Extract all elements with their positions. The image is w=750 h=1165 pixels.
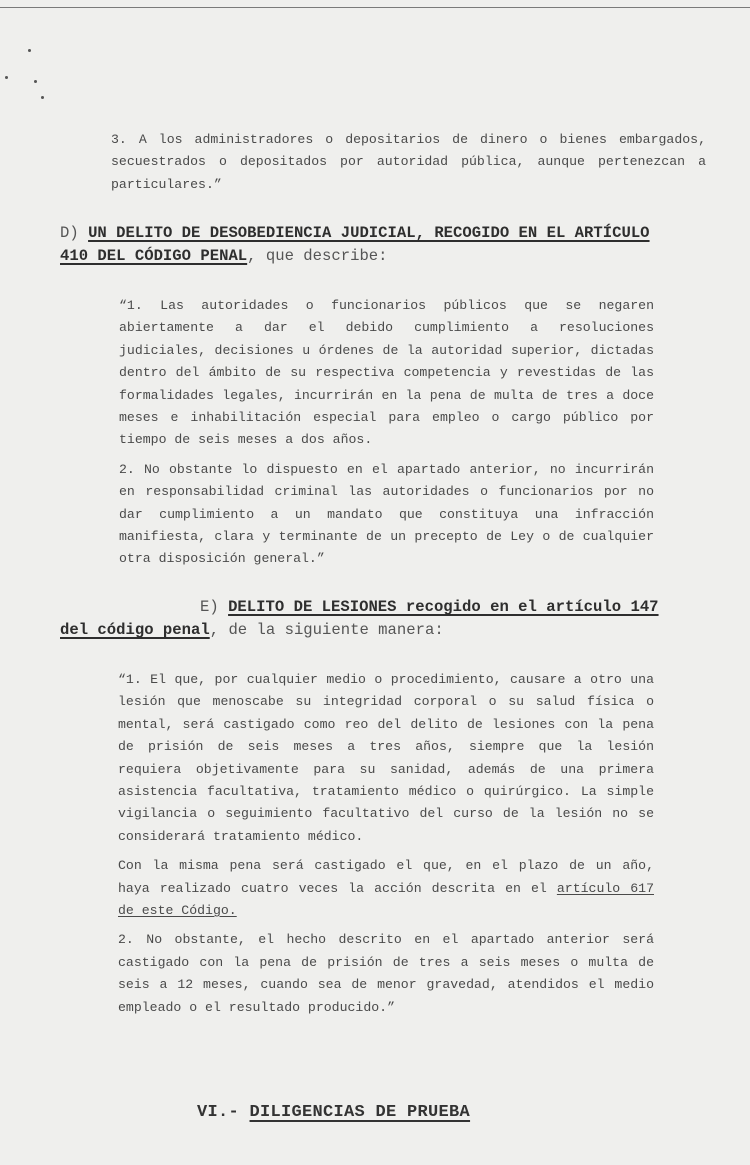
page-top-edge: [0, 7, 750, 8]
article-410-paragraph-2: 2. No obstante lo dispuesto en el apartado anterior, no incurrirán en responsabilidad criminal las autoridades o funcionarios por no dar cumplimiento a un mandato que constituya una infracción manifiesta, clara y terminante de un precepto de Ley o de cualquier otra disposición general.”: [119, 461, 654, 567]
article-147-paragraph-2-text: Con la misma pena será castigado el que, en el plazo de un año, haya realizado cuatro veces la acción descrita en el: [118, 858, 654, 896]
scan-speck: [5, 76, 8, 79]
section-d-title-line2: 410 DEL CÓDIGO PENAL: [60, 247, 248, 265]
section-e-title-line1: DELITO DE LESIONES recogido en el artículo 147: [228, 598, 659, 616]
article-147-quote: [118, 669, 654, 1019]
quote-item-3-text: 3. A los administradores o depositarios de dinero o bienes embargados, secuestrados o depositados por autoridad pública, aunque pertenezcan a particulares.”: [111, 132, 706, 192]
section-vi-number: VI.-: [197, 1103, 250, 1122]
section-d-label: D): [60, 224, 79, 242]
article-410-quote: [119, 295, 654, 571]
section-d-title-line1: UN DELITO DE DESOBEDIENCIA JUDICIAL, RECOGIDO EN EL ARTÍCULO: [88, 224, 650, 242]
article-617-reference: artículo 617 de este Código.: [118, 880, 654, 919]
article-147-paragraph-3: 2. No obstante, el hecho descrito en el apartado anterior será castigado con la pena de prisión de tres a seis meses o multa de seis a 12 meses, cuando sea de menor gravedad, atendidos el medio empleado o el resultado producido.”: [118, 932, 654, 1015]
scan-speck: [28, 49, 31, 52]
article-147-paragraph-2: [118, 855, 654, 922]
article-410-paragraph-1: “1. Las autoridades o funcionarios públicos que se negaren abiertamente a dar el debido cumplimiento a resoluciones judiciales, decisiones u órdenes de la autoridad superior, dictadas dentro del ámbito de su respectiva competencia y revestidas de las formalidades legales, incurrirán en la pena de multa de tres a doce meses e inhabilitación especial para empleo o cargo público por tiempo de seis meses a dos años.: [119, 298, 654, 448]
quote-item-3: [111, 129, 706, 196]
section-d-heading: [60, 222, 705, 268]
scan-speck: [41, 96, 44, 99]
scan-speck: [34, 80, 37, 83]
section-e-suffix: , de la siguiente manera:: [209, 621, 444, 639]
section-vi-title: [197, 1101, 470, 1125]
article-147-paragraph-1: “1. El que, por cualquier medio o procedimiento, causare a otro una lesión que menoscabe su integridad corporal o su salud física o mental, será castigado como reo del delito de lesiones con la pena de prisión de seis meses a tres años, siempre que la lesión requiera objetivamente para su sanidad, además de una primera asistencia facultativa, tratamiento médico o quirúrgico. La simple vigilancia o seguimiento facultativo del curso de la lesión no se considerará tratamiento médico.: [118, 672, 654, 844]
section-e-heading: [60, 596, 700, 642]
section-e-title-line2: del código penal: [60, 621, 210, 639]
section-e-label: E): [200, 598, 219, 616]
section-d-suffix: , que describe:: [247, 247, 388, 265]
section-vi-heading: DILIGENCIAS DE PRUEBA: [249, 1103, 471, 1122]
